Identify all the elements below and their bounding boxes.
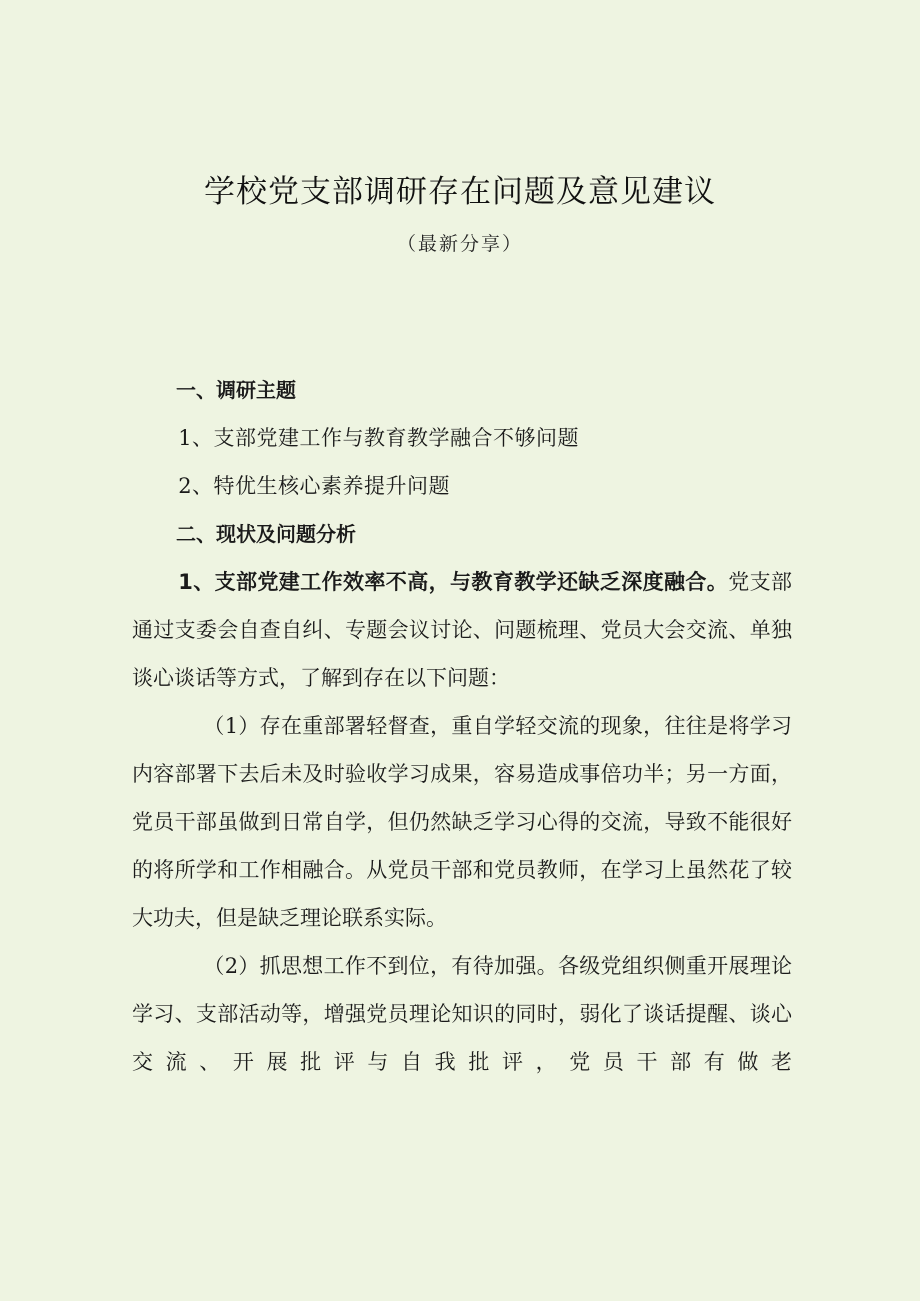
analysis-subpoint-2: （2）抓思想工作不到位，有待加强。各级党组织侧重开展理论学习、支部活动等，增强党员理论知识的同时，弱化了谈话提醒、谈心交流、开展批评与自我批评，党员干部有做老 [132, 954, 792, 1074]
topic-item-2: 2、特优生核心素养提升问题 [178, 474, 451, 498]
document-subtitle: （最新分享） [396, 233, 523, 255]
section-heading-research-topic: 一、调研主题 [176, 378, 296, 402]
analysis-point-1-lead: 1、支部党建工作效率不高，与教育教学还缺乏深度融合。 [178, 570, 729, 594]
analysis-subpoint-1: （1）存在重部署轻督查，重自学轻交流的现象，往往是将学习内容部署下去后未及时验收学习成果，容易造成事倍功半；另一方面，党员干部虽做到日常自学，但仍然缺乏学习心得的交流，导致不能很好的将所学和工作相融合。从党员干部和党员教师，在学习上虽然花了较大功夫，但是缺乏理论联系实际。 [132, 714, 792, 930]
analysis-point-1-text: 党支部通过支委会自查自纠、专题会议讨论、问题梳理、党员大会交流、单独谈心谈话等方式，了解到存在以下问题： [132, 570, 792, 690]
document-body [132, 366, 792, 1086]
topic-item-1: 1、支部党建工作与教育教学融合不够问题 [178, 426, 580, 450]
analysis-point-1 [132, 558, 792, 702]
document-title: 学校党支部调研存在问题及意见建议 [204, 174, 716, 210]
section-heading-analysis: 二、现状及问题分析 [176, 522, 356, 546]
